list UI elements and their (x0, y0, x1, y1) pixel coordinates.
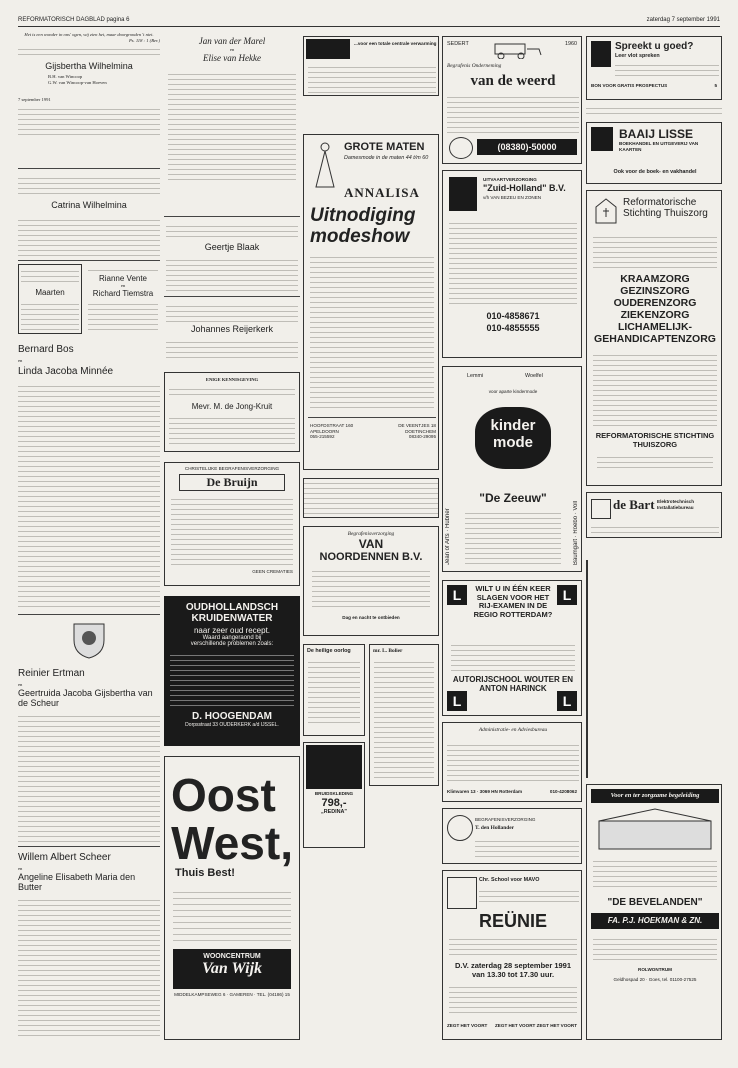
verenigingen-label (587, 601, 588, 608)
birth1-parent: G.W. van Wincoop-van Hoeven (48, 79, 107, 85)
en-label: en (18, 682, 23, 687)
uit-sub: v/h VAN BEZEU EN ZONEN (483, 195, 542, 200)
text-block (18, 174, 160, 196)
grote-sub: Damesmode in de maten 44 t/m 60 (344, 155, 429, 161)
kruid-line1: OUDHOLLANDSCH (185, 602, 279, 613)
zegt-het-voort: ZEGT HET VOORT (447, 1023, 488, 1028)
kruid-line4: Waard aangeraond bij (202, 635, 262, 641)
baaij-ad (586, 122, 722, 184)
side-label-left: Jean of Arts · Hübner (445, 508, 451, 565)
heilige-title: De heilige oorlog (307, 648, 351, 654)
service-item: LICHAMELIJK- (617, 321, 693, 333)
en-label: en (18, 358, 23, 363)
leer-spreken: Leer vlot spreken (615, 53, 660, 59)
de-bruijn-ad (164, 462, 300, 586)
rijschool-l-icon: L (447, 691, 467, 711)
uit-name: "Zuid-Holland" B.V. (483, 183, 566, 193)
zegt-het-voort: ZEGT HET VOORT (536, 1023, 577, 1028)
mavo-title: Chr. School voor MAVO (479, 877, 540, 883)
redina-ad (303, 742, 365, 848)
geertruida-name: Geertruida Jacoba Gijsbertha van de Scheur (18, 688, 153, 708)
tel-apeldoorn: 055-215592 (310, 434, 335, 440)
weerd-year: 1960 (565, 41, 577, 47)
woelfel: Woelfel (525, 373, 543, 379)
column-4 (442, 30, 582, 1040)
hoekman-ad (586, 784, 722, 1040)
kruid-line3: naar zeer oud recept. (193, 626, 271, 635)
text-block (18, 896, 160, 1036)
tel-doetinchem: 08340-29095 (408, 434, 436, 440)
weerd-phone: (08380)-50000 (477, 139, 577, 155)
de-bart-logo-icon (591, 499, 611, 519)
hollander-logo-icon (447, 815, 473, 841)
text-block (18, 216, 160, 256)
building-illustration-icon (595, 807, 715, 851)
spreekt-title: Spreekt u goed? (615, 41, 694, 52)
rijschool-l-icon: L (447, 585, 467, 605)
uitnodiging-title: Uitnodiging modeshow (310, 205, 416, 247)
notice-rianne (86, 264, 160, 334)
willem-name: Willem Albert Scheer (18, 852, 111, 863)
hollander-ad (442, 808, 582, 864)
bernard-name: Bernard Bos (18, 344, 74, 355)
gold-address: Geldhospad 20 · Goes, tel. 01100-27525 (613, 977, 697, 982)
hoogendam-name: D. HOOGENDAM (192, 711, 272, 722)
baaij-logo-icon (591, 127, 613, 151)
birth-verse: Het is een wonder in ons' ogen, wij zien het, maar doorgronden 't niet. (24, 32, 154, 37)
annalisa-logo: ANNALISA (344, 185, 420, 200)
birth2-name: Catrina Wilhelmina (51, 200, 127, 210)
woon-address: MIDDELKAMPSEWEG 6 · GAMEREN · TEL. (04186) 15 (174, 992, 290, 997)
debart-name: de Bart (613, 497, 655, 512)
header-right: zaterdag 7 september 1991 (646, 17, 720, 23)
annalisa-ad (303, 134, 439, 470)
thuiszorg-ad (586, 190, 722, 486)
vanwijk-name: Van Wijk (201, 960, 263, 977)
vn-name: NOORDENNEN B.V. (319, 550, 423, 563)
notice-box (303, 478, 439, 518)
en-label: en (18, 866, 23, 871)
en-label: en (229, 47, 235, 52)
hearse-carriage-icon (483, 41, 543, 59)
oost-word: Oost (171, 769, 276, 821)
kennisgeving-title: ENIGE KENNISGEVING (205, 377, 259, 382)
geertje-name: Geertje Blaak (204, 242, 260, 252)
admin-title: Administratie- en Adviesbureau (478, 727, 548, 733)
kinder-word: kinder (490, 417, 536, 434)
birth1-parent: B.H. van Wincoop (48, 74, 83, 80)
rijschool-l-icon: L (557, 691, 577, 711)
thuiszorg-logo-icon (593, 197, 619, 225)
birth3-and: en (120, 283, 126, 288)
johannes-name: Johannes Reijerkerk (190, 324, 274, 334)
uit-tel2: 010-4855555 (486, 323, 540, 333)
service-item: GEHANDICAPTENZORG (594, 333, 716, 345)
birth1-date: 7 september 1991 (18, 97, 51, 103)
header-left: REFORMATORISCH DAGBLAD pagina 6 (18, 17, 130, 23)
vn-sub: Begrafenisverzorging (347, 531, 395, 537)
bruidskleding: BRUIDSKLEDING (314, 791, 354, 796)
text-block (18, 45, 160, 59)
coat-of-arms-icon (70, 620, 108, 660)
west-word: West, (171, 817, 293, 869)
text-block (168, 70, 296, 180)
boek-vakhandel: Ook voor de boek- en vakhandel (613, 169, 697, 175)
baaij-sub: BOEKHANDEL EN UITGEVERIJ VAN KAARTEN (619, 141, 699, 152)
bon-prospectus: BON VOOR GRATIS PROSPECTUS (591, 83, 668, 88)
hol-name: T. den Hollander (475, 825, 514, 831)
angeline-name: Angeline Elisabeth Maria den Butter (18, 872, 136, 892)
autorijschool-name: AUTORIJSCHOOL WOUTER EN ANTON HARINCK (452, 675, 574, 693)
elise-name: Elise van Hekke (203, 52, 261, 63)
kindermode-tag: voor aparte kindermode (488, 389, 538, 394)
weerd-sub: Begrafenis Onderneming (447, 63, 502, 69)
autorijschool-ad (442, 580, 582, 716)
jan-name: Jan van der Marel (198, 36, 266, 46)
price: 798,- (321, 796, 347, 809)
linda-name: Linda Jacoba Minnée (18, 366, 114, 377)
elektro-label: Elektrotechnisch Installatiebureau (657, 499, 695, 510)
service-item: KRAAMZORG (620, 273, 690, 285)
voor-en-ter: Voor en ter zorgzame begeleiding (591, 789, 719, 803)
sedert: SEDERT (447, 41, 469, 47)
column-3 (303, 30, 439, 1040)
veentjes: DE VEENTJES 18 (398, 423, 436, 428)
side-label-right: Baumgart · Roebo · Voll (573, 500, 579, 565)
column-1 (18, 30, 160, 1040)
centrale-verwarming-ad (303, 36, 439, 96)
thuiszorg-title: Reformatorische Stichting Thuiszorg (623, 197, 708, 219)
adviesbureau-ad (442, 722, 582, 802)
klim-address: Klimvaren 13 · 3069 HN Rotterdam (447, 789, 523, 794)
woon-label: WOONCENTRUM (203, 953, 261, 960)
service-item: OUDERENZORG (613, 297, 697, 309)
reunie-date: D.V. zaterdag 28 september 1991 van 13.30 tot 17.30 uur. (454, 961, 572, 979)
bevelanden-name: "DE BEVELANDEN" (607, 897, 703, 908)
mavo-reunie-ad (442, 870, 582, 1040)
birth3-girl: Rianne Vente (98, 274, 148, 283)
oost-west-ad (164, 756, 300, 1040)
weerd-ad (442, 36, 582, 164)
bruijn-title: De Bruijn (179, 474, 285, 491)
rijexamen-question: WILT U IN ÉÉN KEER SLAGEN VOOR HET RIJ-EXAMEN IN DE REGIO ROTTERDAM? (473, 584, 553, 619)
grote-maten: GROTE MATEN (344, 141, 425, 153)
baaij-name: BAAIJ LISSE (619, 127, 694, 141)
rst-name: REFORMATORISCHE STICHTING THUISZORG (595, 431, 715, 449)
stroopwafel-ad (586, 560, 588, 778)
page-header (18, 16, 720, 27)
bolier-name: mr. L. Bolier (373, 648, 403, 654)
bon-number: 5 (714, 83, 717, 88)
hoofdstraat: HOOFDSTRAAT 160 (310, 423, 354, 428)
text-block (18, 712, 160, 842)
column-2 (164, 30, 300, 1040)
spreekt-ad (586, 36, 722, 100)
lemmi: Lemmi (467, 373, 484, 379)
crem-top: ...voor een totale centrale verwarming (354, 41, 437, 46)
hol-sub: BEGRAFENISVERZORGING (475, 817, 536, 822)
de-bart-ad (586, 492, 722, 538)
birth-verse-ref: Ps. 118 : 1 (Ber.) (128, 37, 160, 43)
birth3-boy: Maarten (35, 288, 65, 297)
reunie-title: REÜNIE (478, 911, 547, 931)
uit-title: UITVAARTVERZORGING (483, 177, 537, 182)
hoekman-name: FA. P.J. HOEKMAN & ZN. (591, 913, 719, 929)
zeeuw-name: "De Zeeuw" (479, 491, 547, 505)
weerd-name: van de weerd (470, 73, 556, 89)
thuis-best: Thuis Best! (175, 867, 235, 879)
rijschool-l-icon: L (557, 585, 577, 605)
uit-tel1: 010-4858671 (486, 311, 540, 321)
redina-name: „REDINA" (321, 808, 347, 815)
text-block (18, 382, 160, 610)
dress-figure-icon (310, 141, 340, 191)
column-5 (586, 30, 722, 1040)
geen-crematies: GEEN CREMATIES (252, 568, 293, 574)
kruid-line2: KRUIDENWATER (191, 613, 273, 624)
zuid-holland-ad (442, 170, 582, 358)
hoogendam-address: Dorpsstraat 33 OUDERKERK a/d IJSSEL. (185, 722, 279, 728)
service-item: ZIEKENZORG (620, 309, 690, 321)
vn-tagline: Dag en nacht te ontbieden (342, 614, 400, 620)
kruidenwater-ad (164, 596, 300, 746)
mevr-name: Mevr. M. de Jong-Kruit (191, 401, 273, 411)
vn-van: VAN (358, 536, 384, 551)
zegt-het-voort: ZEGT HET VOORT (495, 1023, 536, 1028)
kruid-line5: verschillende problemen zoals: (190, 641, 274, 647)
klim-phone: 010-4208062 (549, 789, 577, 794)
text-block (18, 105, 160, 135)
birth1-name: Gijsbertha Wilhelmina (45, 61, 133, 72)
reinier-name: Reinier Ertman (18, 668, 85, 679)
mode-word: mode (492, 434, 533, 451)
service-item: GEZINSZORG (620, 285, 690, 297)
kennisgeving-notice (164, 372, 300, 452)
notice-maarten (18, 264, 82, 334)
heilige-oorlog-ad (303, 644, 365, 736)
van-noordennen-ad (303, 526, 439, 636)
mavo-logo-icon (447, 877, 477, 909)
roldeur: ROLWONTRUM (638, 967, 672, 972)
birth3-name2: Richard Tiemstra (92, 288, 154, 298)
doetinchem: DOETINCHEM (405, 428, 436, 434)
phone-icon (449, 137, 473, 159)
bruijn-sub: CHRISTELIJKE BEGRAFENISVERZORGING (184, 466, 280, 471)
bolier-ad (369, 644, 439, 786)
apeldoorn: APELDOORN (310, 428, 339, 434)
kindermode-ad (442, 366, 582, 572)
